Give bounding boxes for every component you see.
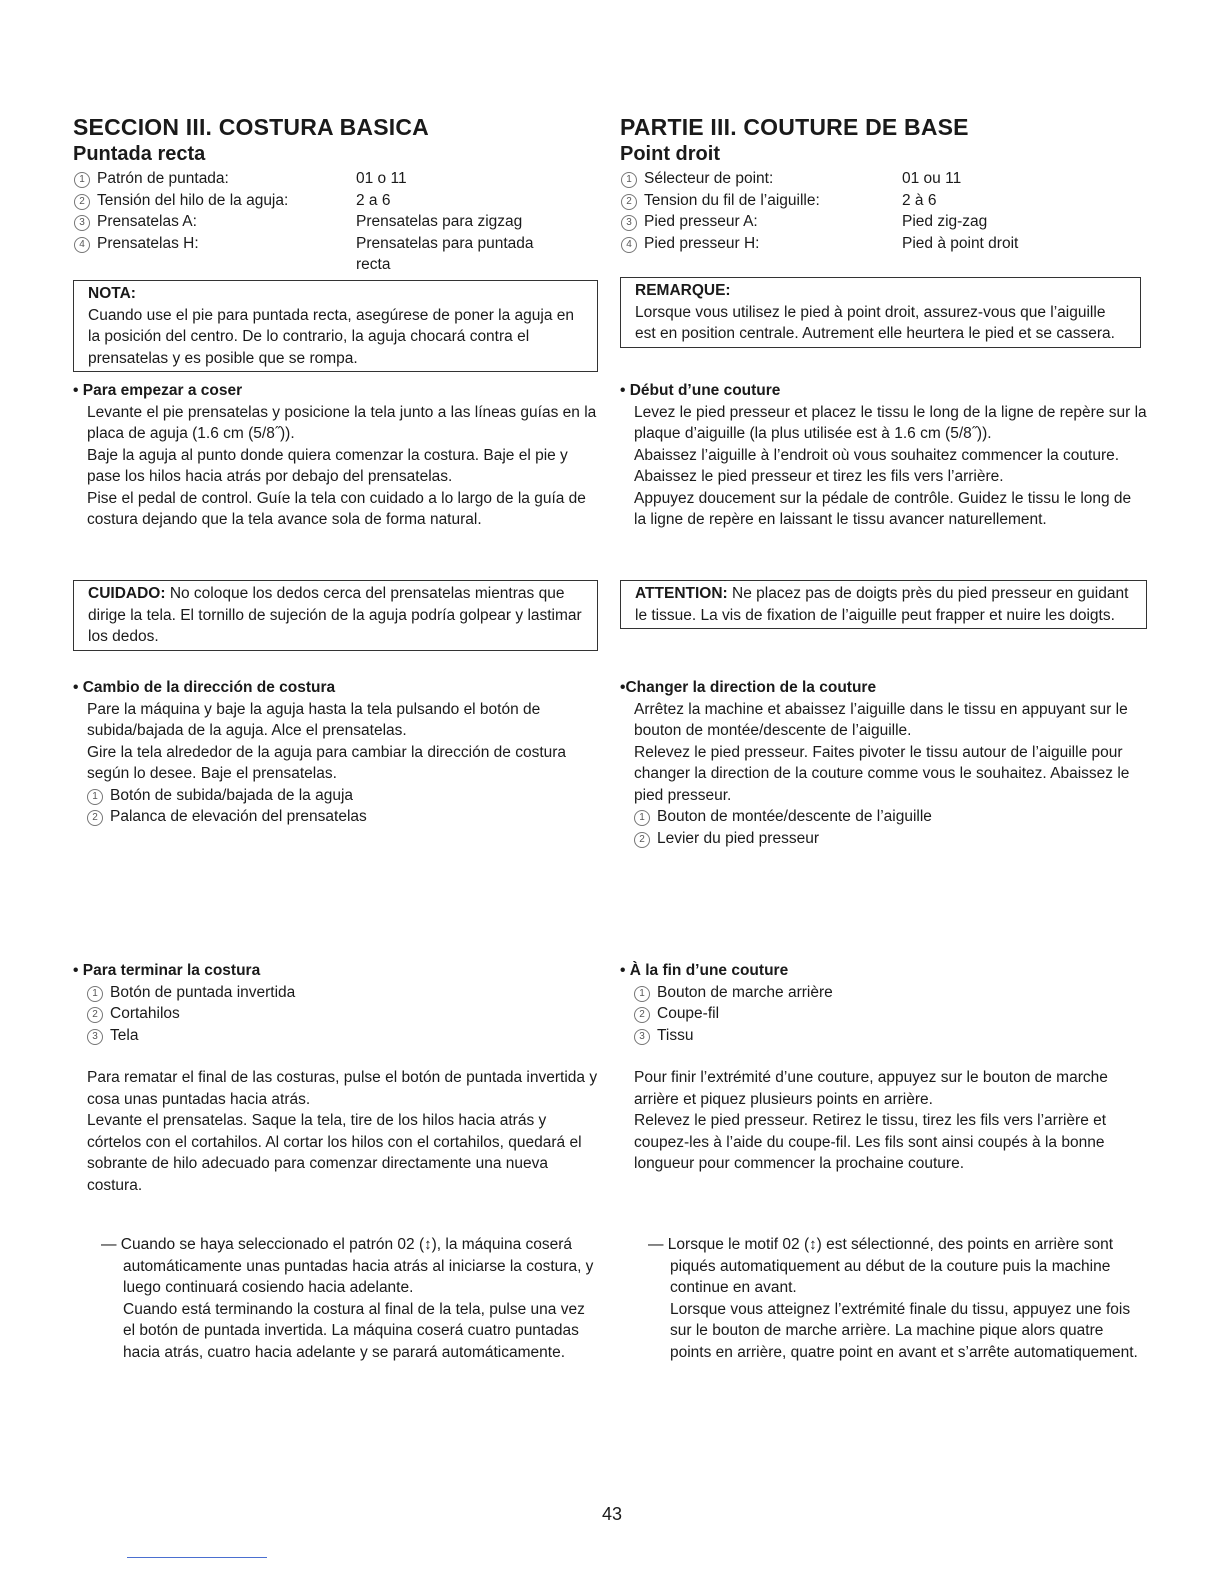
circled-number-icon: 1 <box>634 986 650 1002</box>
circled-number-icon: 2 <box>87 1007 103 1023</box>
section-subtitle: Point droit <box>620 143 720 165</box>
circled-number-icon: 3 <box>621 215 637 231</box>
list-item: 2 Palanca de elevación del prensatelas <box>73 806 601 828</box>
section-title: PARTIE III. COUTURE DE BASE <box>620 114 969 140</box>
bullet-heading: •Changer la direction de la couture <box>620 679 877 696</box>
paragraph: Relevez le pied presseur. Faites pivoter le tissu autour de l’aiguille pour changer la direction de la couture comme vous le souhaitez. Abaissez le pied presseur. <box>634 743 1130 804</box>
paragraph: Baje la aguja al punto donde quiera comenzar la costura. Baje el pie y pase los hilos hacia atrás por debajo del prensatelas. <box>87 446 568 485</box>
circled-number-icon: 1 <box>634 810 650 826</box>
list-item: 2 Cortahilos <box>73 1003 601 1025</box>
paragraph: Lorsque vous atteignez l’extrémité finale du tissu, appuyez une fois sur le bouton de marche arrière. La machine pique alors quatre points en arrière, quatre point en avant et s’arrête automatiquement. <box>670 1300 1138 1361</box>
change-direction-section <box>620 677 1147 849</box>
caution-box <box>620 580 1147 629</box>
bullet-heading: • À la fin d’une couture <box>620 962 789 979</box>
list-item: 2 Levier du pied presseur <box>620 828 1147 850</box>
circled-number-icon: 1 <box>87 789 103 805</box>
bullet-heading: • Para terminar la costura <box>73 962 261 979</box>
caution-text: No coloque los dedos cerca del prensatelas mientras que dirige la tela. El tornillo de sujeción de la aguja podría golpear y lastimar los dedos. <box>88 585 582 645</box>
paragraph: Levante el prensatelas. Saque la tela, tire de los hilos hacia atrás y córtelos con el cortahilos. Al cortar los hilos con el cortahilos, quedará el sobrante de hilo adecuado para comenzar directamente una nueva costura. <box>87 1112 582 1194</box>
caution-label: ATTENTION: <box>635 585 728 602</box>
circled-number-icon: 3 <box>634 1029 650 1045</box>
list-item: 3 Tissu <box>620 1025 1147 1047</box>
section-header <box>620 112 1147 254</box>
change-direction-section <box>73 677 601 828</box>
circled-number-icon: 2 <box>87 810 103 826</box>
list-item: 2 Coupe-fil <box>620 1003 1147 1025</box>
list-item: 1 Bouton de montée/descente de l’aiguille <box>620 806 1147 828</box>
spec-row: 4 Pied presseur H: Pied à point droit <box>620 233 1147 255</box>
circled-number-icon: 2 <box>74 194 90 210</box>
list-item: 1 Bouton de marche arrière <box>620 982 1147 1004</box>
spec-row: 1 Sélecteur de point: 01 ou 11 <box>620 168 1147 190</box>
stitch-pattern-icon: ↕ <box>424 1236 432 1253</box>
circled-number-icon: 1 <box>87 986 103 1002</box>
paragraph: Abaissez l’aiguille à l’endroit où vous souhaitez commencer la couture. Abaissez le pied presseur et tirez les fils vers l’arrière. <box>634 446 1120 485</box>
paragraph: Relevez le pied presseur. Retirez le tissu, tirez les fils vers l’arrière et coupez-les à l’aide du coupe-fil. Les fils sont ainsi coupés à la bonne longueur pour commencer la prochaine couture. <box>634 1112 1107 1172</box>
paragraph: Para rematar el final de las costuras, pulse el botón de puntada invertida y cosa unas puntadas hacia atrás. <box>87 1069 598 1108</box>
bullet-heading: • Début d’une couture <box>620 382 781 399</box>
page-number: 43 <box>601 1504 623 1524</box>
circled-number-icon: 2 <box>634 1007 650 1023</box>
paragraph: Levante el pie prensatelas y posicione la tela junto a las líneas guías en la placa de aguja (1.6 cm (5/8˝)). <box>87 403 597 442</box>
spec-list <box>620 168 1147 254</box>
circled-number-icon: 2 <box>621 194 637 210</box>
stitch-pattern-icon: ↕ <box>809 1236 817 1253</box>
section-title: SECCION III. COSTURA BASICA <box>73 114 429 140</box>
bullet-heading: • Para empezar a coser <box>73 382 243 399</box>
paragraph: Pise el pedal de control. Guíe la tela con cuidado a lo largo de la guía de costura dejando que la tela avance sola de forma natural. <box>87 489 586 528</box>
list-item: 1 Botón de puntada invertida <box>73 982 601 1004</box>
end-sewing-section <box>620 960 1147 1175</box>
note-label: REMARQUE: <box>635 282 731 299</box>
note-text: Cuando use el pie para puntada recta, asegúrese de poner la aguja en la posición del centro. De lo contrario, la aguja chocará contra el prensatelas y es posible que se rompa. <box>88 306 575 367</box>
paragraph: — Cuando se haya seleccionado el patrón 02 (↕), la máquina coserá automáticamente unas puntadas hacia atrás al iniciarse la costura, y luego continuará cosiendo hacia adelante. <box>101 1236 594 1296</box>
note-box <box>620 277 1141 348</box>
circled-number-icon: 3 <box>74 215 90 231</box>
list-item: 1 Botón de subida/bajada de la aguja <box>73 785 601 807</box>
spec-row: 1 Patrón de puntada: 01 o 11 <box>73 168 601 190</box>
start-sewing-section <box>73 380 601 531</box>
spec-list <box>73 168 601 276</box>
spec-row: 2 Tensión del hilo de la aguja: 2 a 6 <box>73 190 601 212</box>
section-subtitle: Puntada recta <box>73 143 206 165</box>
spec-row: 3 Pied presseur A: Pied zig-zag <box>620 211 1147 233</box>
end-sewing-section <box>73 960 601 1196</box>
paragraph: Arrêtez la machine et abaissez l’aiguille dans le tissu en appuyant sur le bouton de montée/descente de l’aiguille. <box>634 700 1128 739</box>
circled-number-icon: 1 <box>621 172 637 188</box>
spec-row: 3 Prensatelas A: Prensatelas para zigzag <box>73 211 601 233</box>
caution-label: CUIDADO: <box>88 585 166 602</box>
spec-row: 4 Prensatelas H: Prensatelas para puntada recta <box>73 233 601 276</box>
paragraph: Cuando está terminando la costura al final de la tela, pulse una vez el botón de puntada invertida. La máquina coserá cuatro puntadas hacia atrás, cuatro hacia adelante y se parará automáticamente. <box>123 1300 585 1361</box>
start-sewing-section <box>620 380 1147 531</box>
paragraph: Pare la máquina y baje la aguja hasta la tela pulsando el botón de subida/bajada de la aguja. Alce el prensatelas. <box>87 700 541 739</box>
paragraph: Pour finir l’extrémité d’une couture, appuyez sur le bouton de marche arrière et piquez plusieurs points en arrière. <box>634 1069 1108 1108</box>
footer-rule <box>127 1557 267 1558</box>
note-box <box>73 280 598 372</box>
paragraph: Appuyez doucement sur la pédale de contrôle. Guidez le tissu le long de la ligne de repère en laissant le tissu avancer naturellement. <box>634 489 1132 528</box>
circled-number-icon: 2 <box>634 832 650 848</box>
paragraph: Gire la tela alrededor de la aguja para cambiar la dirección de costura según lo desee. Baje el prensatelas. <box>87 743 567 782</box>
note-text: Lorsque vous utilisez le pied à point droit, assurez-vous que l’aiguille est en position centrale. Autrement elle heurtera le pied et se cassera. <box>635 303 1115 342</box>
paragraph: — Lorsque le motif 02 (↕) est sélectionné, des points en arrière sont piqués automatiquement au début de la couture puis la machine continue en avant. <box>648 1236 1113 1296</box>
list-item: 3 Tela <box>73 1025 601 1047</box>
auto-reverse-note <box>620 1234 1147 1363</box>
note-label: NOTA: <box>88 285 136 302</box>
caution-box <box>73 580 598 651</box>
circled-number-icon: 1 <box>74 172 90 188</box>
spec-row: 2 Tension du fil de l’aiguille: 2 à 6 <box>620 190 1147 212</box>
section-header <box>73 112 601 276</box>
auto-reverse-note <box>73 1234 601 1363</box>
caution-text: Ne placez pas de doigts près du pied presseur en guidant le tissue. La vis de fixation de l’aiguille peut frapper et nuire les doigts. <box>635 585 1129 624</box>
circled-number-icon: 4 <box>621 237 637 253</box>
circled-number-icon: 4 <box>74 237 90 253</box>
paragraph: Levez le pied presseur et placez le tissu le long de la ligne de repère sur la plaque d’aiguille (la plus utilisée est à 1.6 cm (5/8˝)). <box>634 403 1147 442</box>
bullet-heading: • Cambio de la dirección de costura <box>73 679 336 696</box>
circled-number-icon: 3 <box>87 1029 103 1045</box>
